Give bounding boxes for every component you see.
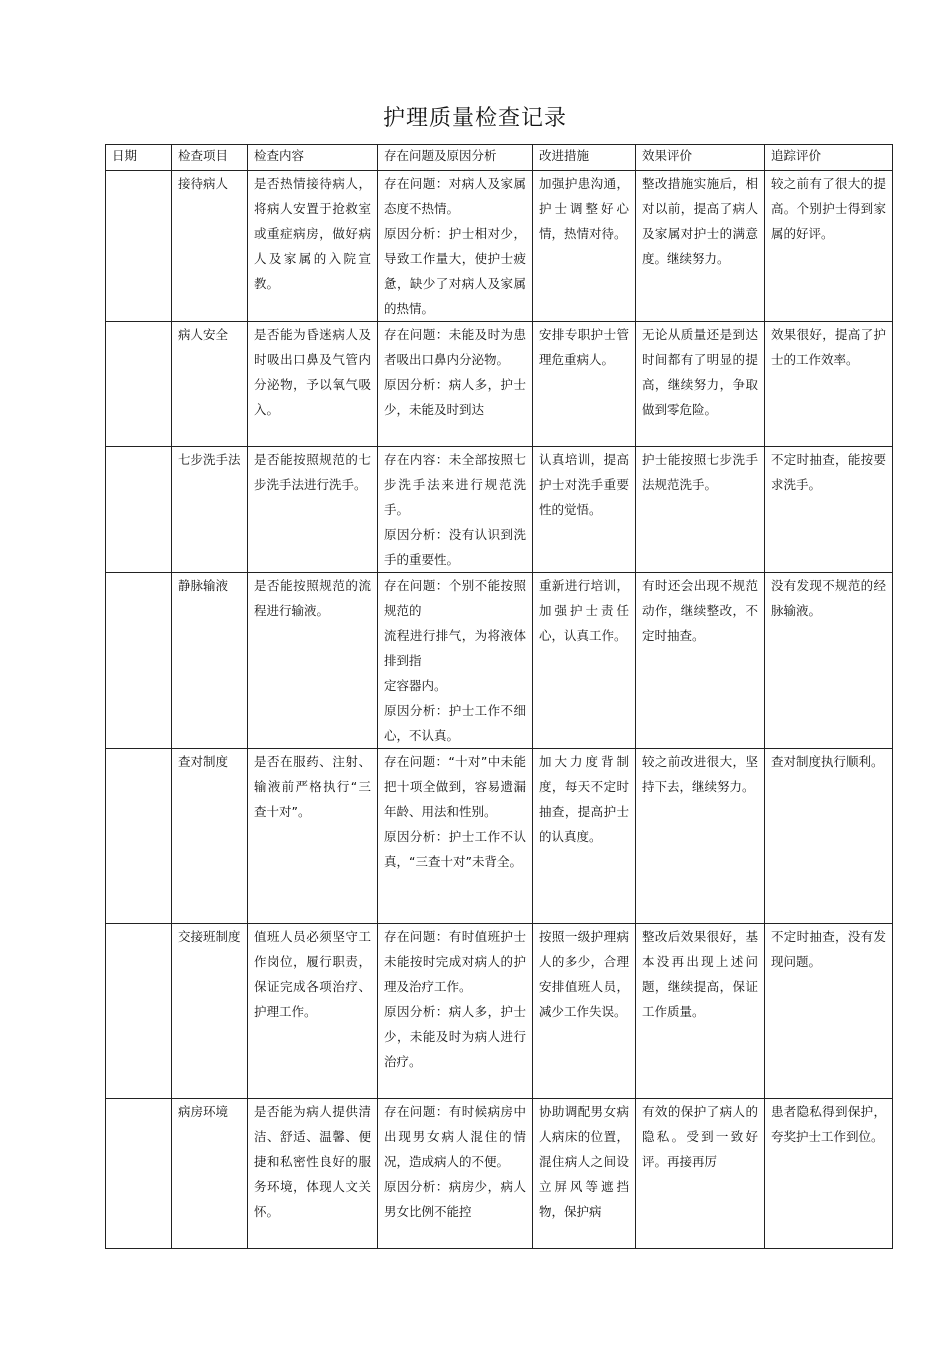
problem-analysis-cell [378,924,533,1099]
improvement-measure-cell [533,924,636,1099]
problem-analysis-cell-paragraph: 存在问题：未能及时为患者吸出口鼻内分泌物。 [384,327,526,367]
problem-analysis-cell-paragraph: 存在问题：有时候病房中出现男女病人混住的情况，造成病人的不便。 [384,1104,526,1169]
header-effect-evaluation: 效果评价 [636,145,765,171]
problem-analysis-cell [378,322,533,447]
improvement-measure-cell [533,749,636,924]
check-content-cell [248,924,378,1099]
table-row [106,1099,893,1249]
tracking-evaluation-cell [765,322,893,447]
check-content-cell-paragraph: 是否在服药、注射、输液前严格执行“三查十对”。 [254,754,371,819]
check-content-cell-paragraph: 是否能为病人提供清洁、舒适、温馨、便捷和私密性良好的服务环境，体现人文关怀。 [254,1104,371,1219]
table-header-row [106,145,893,171]
check-item-cell: 七步洗手法 [172,447,248,573]
tracking-evaluation-cell [765,924,893,1099]
header-check-content: 检查内容 [248,145,378,171]
effect-evaluation-cell [636,171,765,322]
problem-analysis-cell-paragraph: 原因分析：没有认识到洗手的重要性。 [384,527,526,567]
improvement-measure-cell-paragraph: 重新进行培训，加强护士责任心，认真工作。 [539,578,629,643]
tracking-evaluation-cell [765,171,893,322]
improvement-measure-cell-paragraph: 加大力度背制度，每天不定时抽查，提高护士的认真度。 [539,754,629,844]
table-row [106,322,893,447]
effect-evaluation-cell-paragraph: 有效的保护了病人的隐私。受到一致好评。再接再厉 [642,1104,758,1169]
problem-analysis-cell-paragraph: 原因分析：病人多，护士少，未能及时为病人进行治疗。 [384,1004,526,1069]
check-content-cell-paragraph: 是否能按照规范的流程进行输液。 [254,578,371,618]
table-row [106,447,893,573]
date-cell [106,749,172,924]
tracking-evaluation-cell-paragraph: 不定时抽查，没有发现问题。 [771,929,886,969]
improvement-measure-cell-paragraph: 认真培训，提高护士对洗手重要性的觉悟。 [539,452,629,517]
effect-evaluation-cell-paragraph: 较之前改进很大，坚持下去，继续努力。 [642,754,758,794]
tracking-evaluation-cell-paragraph: 不定时抽查，能按要求洗手。 [771,452,886,492]
date-cell [106,573,172,749]
problem-analysis-cell-paragraph: 原因分析：护士相对少，导致工作量大，使护士疲惫，缺少了对病人及家属的热情。 [384,226,526,316]
effect-evaluation-cell-paragraph: 整改后效果很好，基本没再出现上述问题，继续提高，保证工作质量。 [642,929,758,1019]
tracking-evaluation-cell [765,749,893,924]
improvement-measure-cell-paragraph: 安排专职护士管理危重病人。 [539,327,629,367]
problem-analysis-cell-paragraph: 原因分析：护士工作不细心，不认真。 [384,703,526,743]
table-row [106,573,893,749]
improvement-measure-cell [533,171,636,322]
improvement-measure-cell-paragraph: 加强护患沟通，护士调整好心情，热情对待。 [539,176,629,241]
improvement-measure-cell [533,573,636,749]
effect-evaluation-cell-paragraph: 整改措施实施后，相对以前，提高了病人及家属对护士的满意度。继续努力。 [642,176,758,266]
table-row [106,171,893,322]
date-cell [106,924,172,1099]
problem-analysis-cell-paragraph: 原因分析：病人多，护士少，未能及时到达 [384,377,526,417]
date-cell [106,447,172,573]
check-content-cell-paragraph: 是否能按照规范的七步洗手法进行洗手。 [254,452,371,492]
improvement-measure-cell-paragraph: 协助调配男女病人病床的位置，混住病人之间设立屏风等遮挡物，保护病 [539,1104,629,1219]
problem-analysis-cell [378,171,533,322]
nursing-quality-record-table [105,144,893,1249]
table-row [106,924,893,1099]
improvement-measure-cell [533,1099,636,1249]
check-item-cell: 病人安全 [172,322,248,447]
check-content-cell [248,573,378,749]
header-problem-analysis: 存在问题及原因分析 [378,145,533,171]
document-title: 护理质量检查记录 [382,106,567,131]
effect-evaluation-cell [636,322,765,447]
header-date: 日期 [106,145,172,171]
effect-evaluation-cell [636,573,765,749]
problem-analysis-cell-paragraph: 存在问题：个别不能按照规范的 [384,578,526,618]
tracking-evaluation-cell-paragraph: 没有发现不规范的经脉输液。 [771,578,886,618]
table-body [106,171,893,1249]
header-tracking-evaluation: 追踪评价 [765,145,893,171]
tracking-evaluation-cell [765,447,893,573]
check-content-cell [248,749,378,924]
date-cell [106,171,172,322]
check-content-cell-paragraph: 是否能为昏迷病人及时吸出口鼻及气管内分泌物，予以氧气吸入。 [254,327,371,417]
improvement-measure-cell-paragraph: 按照一级护理病人的多少，合理安排值班人员，减少工作失误。 [539,929,629,1019]
tracking-evaluation-cell-paragraph: 效果很好，提高了护士的工作效率。 [771,327,886,367]
problem-analysis-cell-paragraph: 原因分析：病房少，病人男女比例不能控 [384,1179,526,1219]
tracking-evaluation-cell [765,573,893,749]
effect-evaluation-cell [636,924,765,1099]
tracking-evaluation-cell [765,1099,893,1249]
problem-analysis-cell-paragraph: 定容器内。 [384,678,447,693]
check-content-cell [248,322,378,447]
problem-analysis-cell [378,1099,533,1249]
tracking-evaluation-cell-paragraph: 患者隐私得到保护，夸奖护士工作到位。 [771,1104,886,1144]
effect-evaluation-cell-paragraph: 护士能按照七步洗手法规范洗手。 [642,452,758,492]
date-cell [106,1099,172,1249]
check-content-cell-paragraph: 是否热情接待病人，将病人安置于抢救室或重症病房，做好病人及家属的入院宣教。 [254,176,371,291]
check-item-cell: 交接班制度 [172,924,248,1099]
header-improvement-measure: 改进措施 [533,145,636,171]
problem-analysis-cell-paragraph: 流程进行排气，为将液体排到指 [384,628,526,668]
effect-evaluation-cell-paragraph: 有时还会出现不规范动作，继续整改，不定时抽查。 [642,578,758,643]
tracking-evaluation-cell-paragraph: 查对制度执行顺利。 [771,754,884,769]
check-item-cell: 静脉输液 [172,573,248,749]
table-row [106,749,893,924]
check-content-cell-paragraph: 值班人员必须坚守工作岗位，履行职责，保证完成各项治疗、护理工作。 [254,929,371,1019]
effect-evaluation-cell-paragraph: 无论从质量还是到达时间都有了明显的提高，继续努力，争取做到零危险。 [642,327,758,417]
improvement-measure-cell [533,447,636,573]
tracking-evaluation-cell-paragraph: 较之前有了很大的提高。个别护士得到家属的好评。 [771,176,886,241]
problem-analysis-cell-paragraph: 存在问题：对病人及家属态度不热情。 [384,176,526,216]
problem-analysis-cell [378,447,533,573]
effect-evaluation-cell [636,749,765,924]
date-cell [106,322,172,447]
problem-analysis-cell-paragraph: 原因分析：护士工作不认真，“三查十对”未背全。 [384,829,526,869]
check-item-cell: 查对制度 [172,749,248,924]
effect-evaluation-cell [636,447,765,573]
check-content-cell [248,1099,378,1249]
header-check-item: 检查项目 [172,145,248,171]
problem-analysis-cell [378,573,533,749]
check-content-cell [248,171,378,322]
check-content-cell [248,447,378,573]
check-item-cell: 病房环境 [172,1099,248,1249]
problem-analysis-cell-paragraph: 存在内容：未全部按照七步洗手法来进行规范洗手。 [384,452,526,517]
improvement-measure-cell [533,322,636,447]
problem-analysis-cell [378,749,533,924]
effect-evaluation-cell [636,1099,765,1249]
check-item-cell: 接待病人 [172,171,248,322]
problem-analysis-cell-paragraph: 存在问题：“十对”中未能把十项全做到，容易遗漏年龄、用法和性别。 [384,754,526,819]
problem-analysis-cell-paragraph: 存在问题：有时值班护士未能按时完成对病人的护理及治疗工作。 [384,929,526,994]
